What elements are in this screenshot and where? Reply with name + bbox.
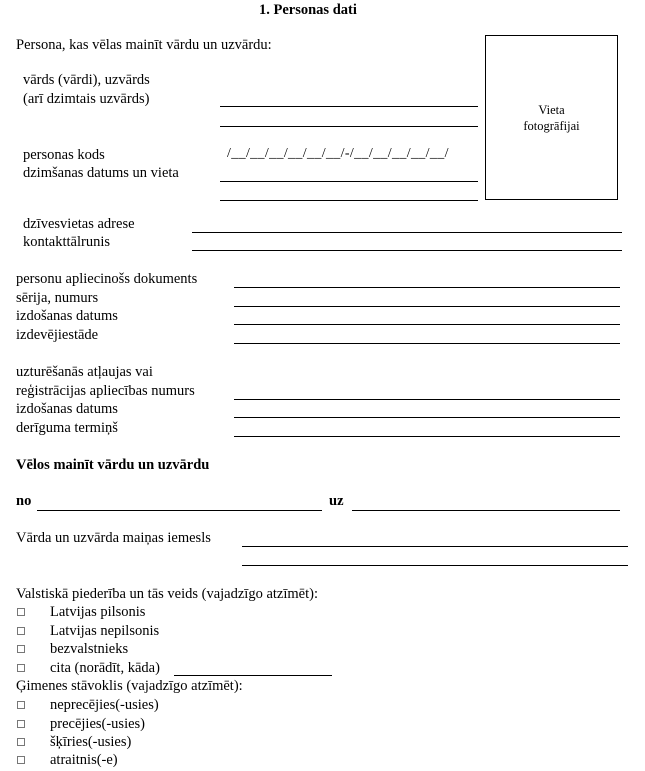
personal-code-field[interactable]: /__/__/__/__/__/__/-/__/__/__/__/__/ [227, 146, 449, 161]
phone-field-line[interactable] [192, 250, 622, 251]
divorced-checkbox[interactable] [17, 738, 25, 746]
married-checkbox[interactable] [17, 720, 25, 728]
stateless-checkbox[interactable] [17, 645, 25, 653]
citizen-option-label: Latvijas pilsonis [50, 604, 146, 620]
non-citizen-checkbox[interactable] [17, 627, 25, 635]
series-number-label: sērija, numurs [16, 290, 99, 306]
name-field-line[interactable] [220, 106, 478, 107]
birth-date-field-line[interactable] [220, 181, 478, 182]
birth-place-field-line[interactable] [220, 200, 478, 201]
other-citizenship-field-line[interactable] [174, 675, 332, 676]
name-label: vārds (vārdi), uzvārds [23, 72, 150, 88]
to-label: uz [329, 493, 344, 509]
issuer-label: izdevējiestāde [16, 327, 99, 343]
to-field-line[interactable] [352, 510, 620, 511]
permit-label: uzturēšanās atļaujas vai [16, 364, 153, 380]
series-number-field-line[interactable] [234, 306, 620, 307]
photo-placeholder [485, 35, 618, 200]
validity-field-line[interactable] [234, 436, 620, 437]
stateless-option-label: bezvalstnieks [50, 641, 129, 657]
reason-label: Vārda un uzvārda maiņas iemesls [16, 530, 211, 546]
birth-date-place-label: dzimšanas datums un vieta [23, 165, 179, 181]
non-citizen-option-label: Latvijas nepilsonis [50, 623, 160, 639]
birth-surname-label: (arī dzimtais uzvārds) [23, 91, 150, 107]
permit-issue-date-field-line[interactable] [234, 417, 620, 418]
unmarried-option-label: neprecējies(-usies) [50, 697, 159, 713]
widowed-checkbox[interactable] [17, 756, 25, 764]
reason-field-line-2[interactable] [242, 565, 628, 566]
issuer-field-line[interactable] [234, 343, 620, 344]
photo-label-line1: Vieta [538, 102, 565, 117]
id-document-label: personu apliecinošs dokuments [16, 271, 198, 287]
married-option-label: precējies(-usies) [50, 716, 146, 732]
registration-number-field-line[interactable] [234, 399, 620, 400]
citizen-checkbox[interactable] [17, 608, 25, 616]
validity-label: derīguma termiņš [16, 420, 118, 436]
unmarried-checkbox[interactable] [17, 701, 25, 709]
other-citizenship-checkbox[interactable] [17, 664, 25, 672]
id-document-field-line[interactable] [234, 287, 620, 288]
issue-date-field-line[interactable] [234, 324, 620, 325]
intro-text: Persona, kas vēlas mainīt vārdu un uzvārdu: [16, 37, 272, 53]
permit-issue-date-label: izdošanas datums [16, 401, 118, 417]
phone-label: kontakttālrunis [23, 234, 110, 250]
from-field-line[interactable] [37, 510, 322, 511]
issue-date-label: izdošanas datums [16, 308, 118, 324]
divorced-option-label: šķīries(-usies) [50, 734, 132, 750]
birth-surname-field-line[interactable] [220, 126, 478, 127]
address-field-line[interactable] [192, 232, 622, 233]
registration-number-label: reģistrācijas apliecības numurs [16, 383, 195, 399]
section-title: 1. Personas dati [259, 2, 357, 18]
other-citizenship-option-label: cita (norādīt, kāda) [50, 660, 160, 676]
family-status-heading: Ģimenes stāvoklis (vajadzīgo atzīmēt): [16, 678, 243, 694]
address-label: dzīvesvietas adrese [23, 216, 135, 232]
from-label: no [16, 493, 32, 509]
reason-field-line-1[interactable] [242, 546, 628, 547]
photo-label-line2: fotogrāfijai [523, 118, 580, 133]
widowed-option-label: atraitnis(-e) [50, 752, 118, 768]
personal-code-label: personas kods [23, 147, 105, 163]
citizenship-heading: Valstiskā piederība un tās veids (vajadzīgo atzīmēt): [16, 586, 318, 602]
change-heading: Vēlos mainīt vārdu un uzvārdu [16, 457, 210, 473]
